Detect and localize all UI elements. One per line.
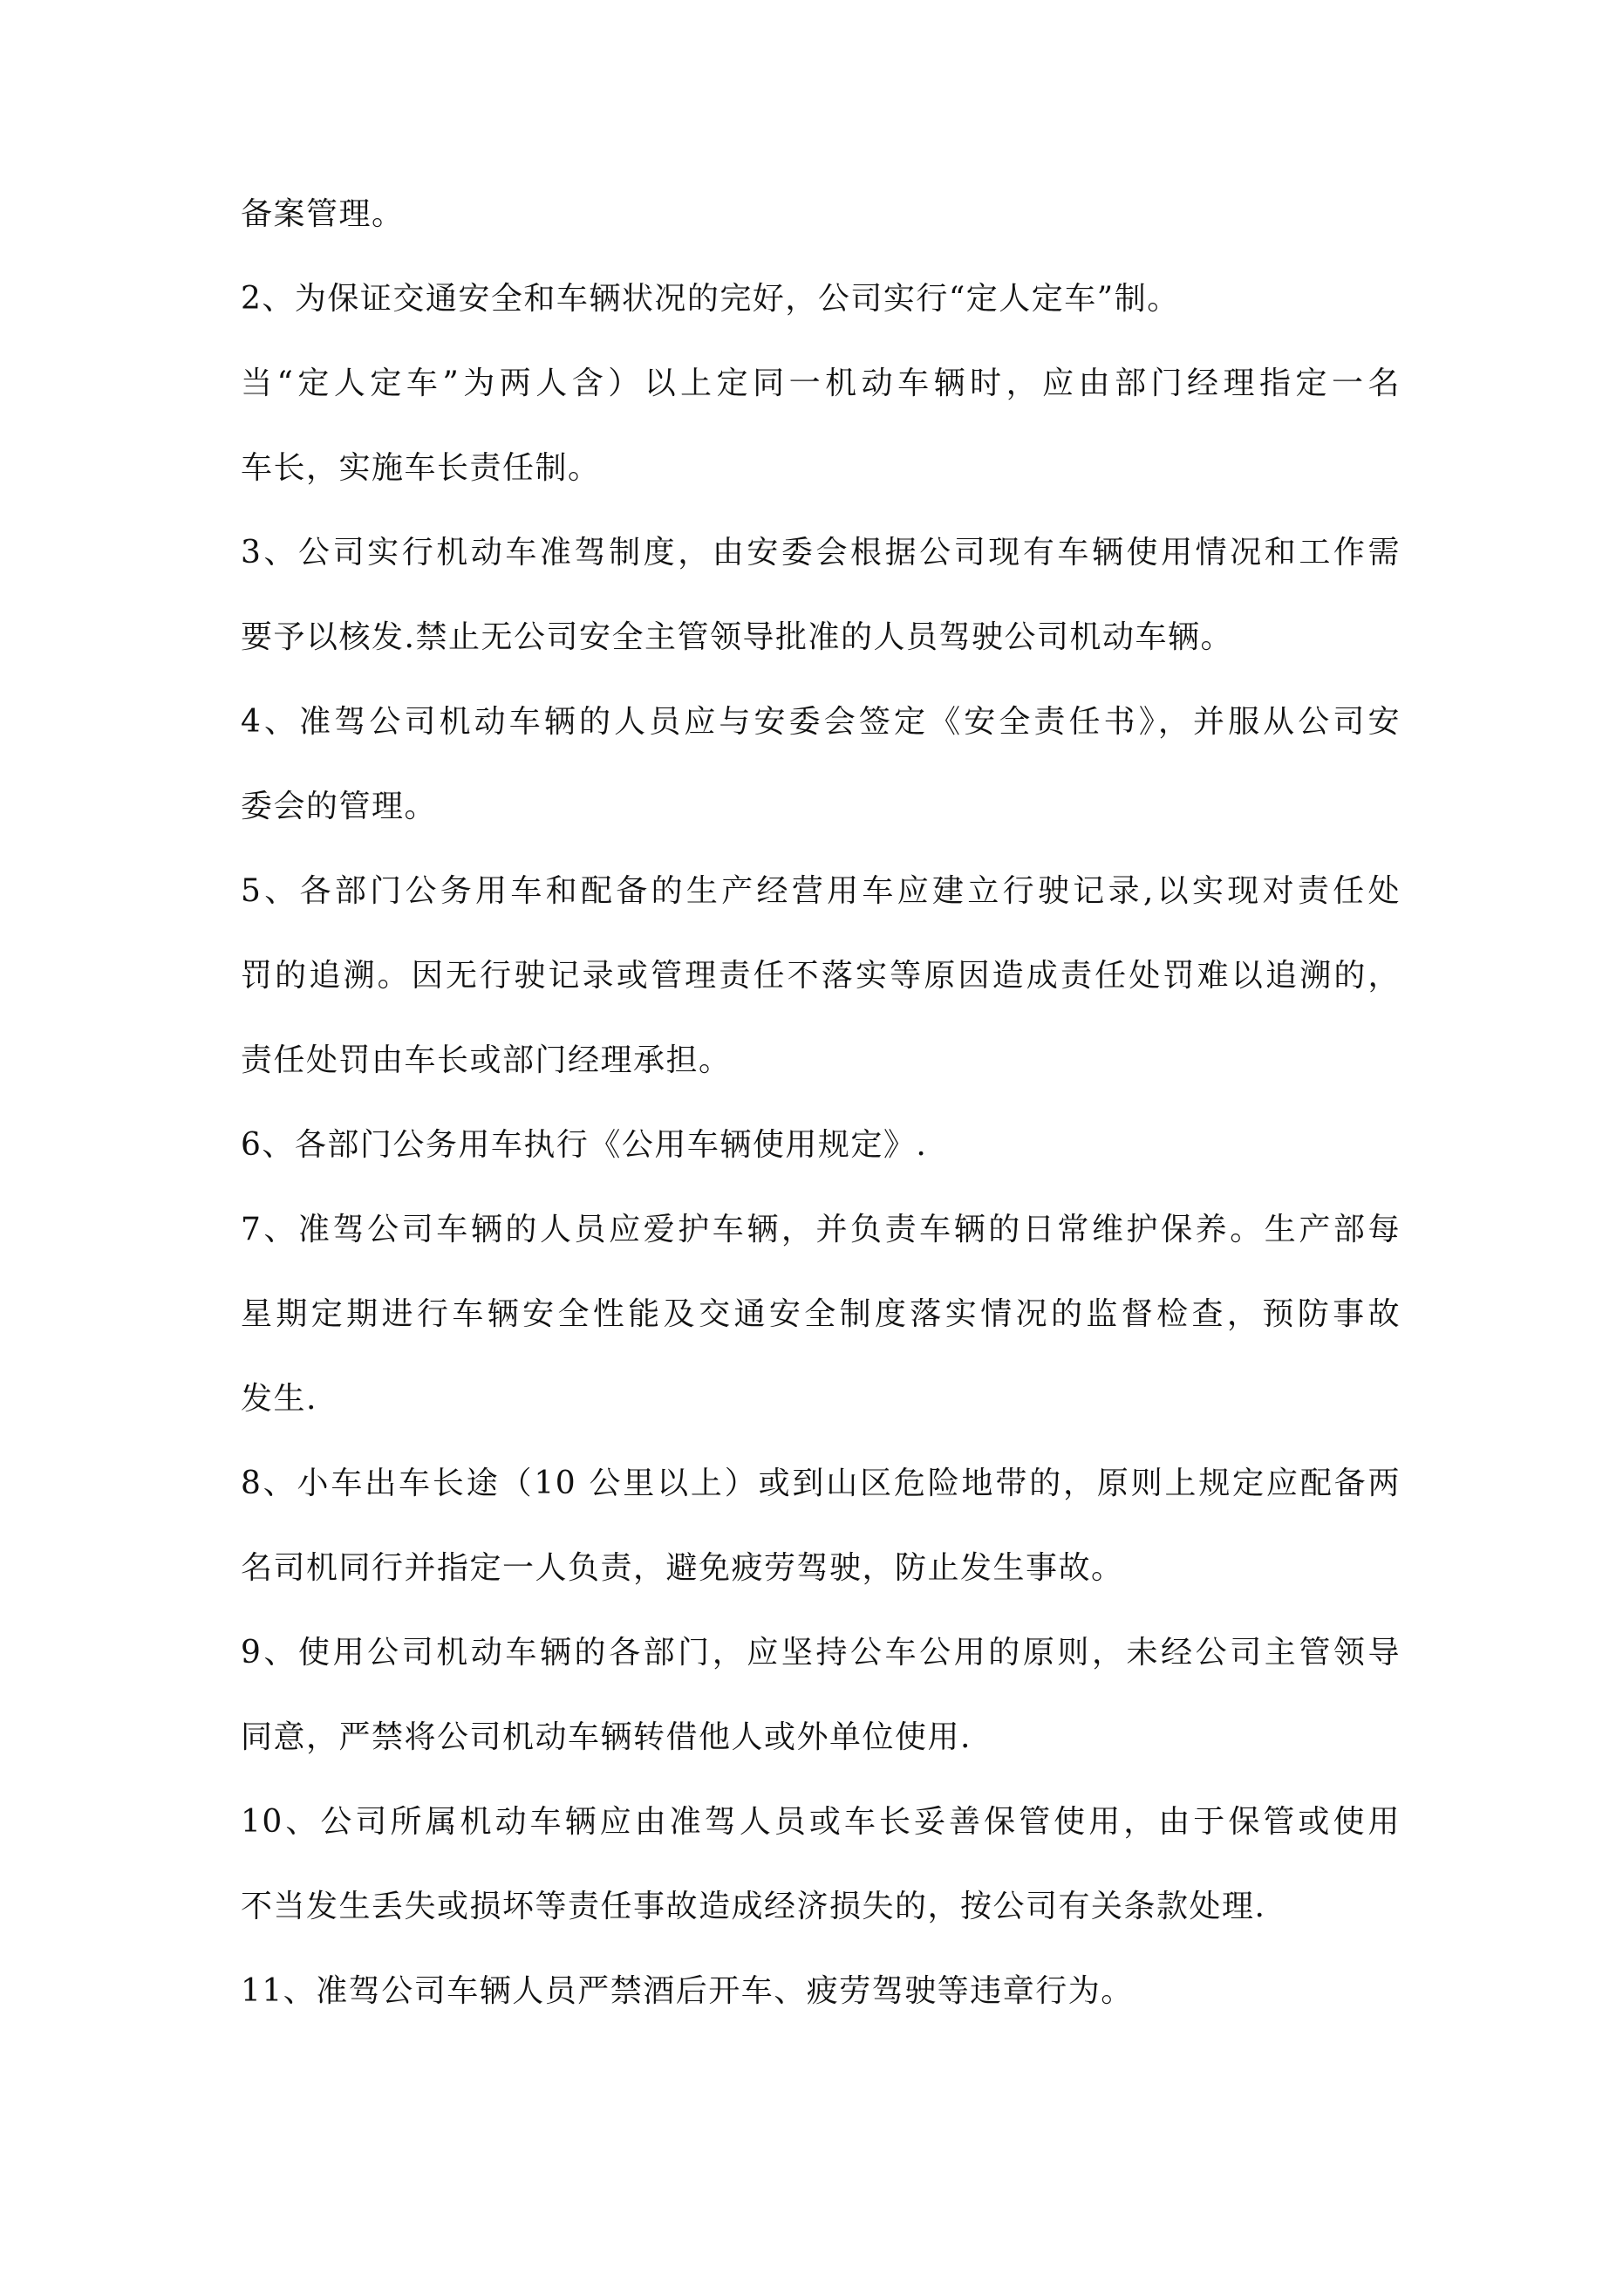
text-line: 同意，严禁将公司机动车辆转借他人或外单位使用. — [241, 1719, 972, 1755]
text-line: 10、公司所属机动车辆应由准驾人员或车长妥善保管使用，由于保管或使用 — [241, 1804, 1401, 1840]
text-line: 5、各部门公务用车和配备的生产经营用车应建立行驶记录,以实现对责任处 — [241, 873, 1401, 909]
text-line: 2、为保证交通安全和车辆状况的完好，公司实行“定人定车”制。 — [241, 281, 1180, 317]
text-line: 罚的追溯。因无行驶记录或管理责任不落实等原因造成责任处罚难以追溯的， — [241, 958, 1401, 994]
text-line: 车长，实施车长责任制。 — [241, 450, 601, 486]
text-line: 责任处罚由车长或部门经理承担。 — [241, 1042, 732, 1078]
text-line: 名司机同行并指定一人负责，避免疲劳驾驶，防止发生事故。 — [241, 1550, 1124, 1586]
text-line: 11、准驾公司车辆人员严禁酒后开车、疲劳驾驶等违章行为。 — [241, 1973, 1134, 2009]
text-line: 当“定人定车”为两人含）以上定同一机动车辆时，应由部门经理指定一名 — [241, 366, 1401, 401]
text-line: 要予以核发.禁止无公司安全主管领导批准的人员驾驶公司机动车辆。 — [241, 619, 1233, 655]
text-line: 备案管理。 — [241, 196, 405, 232]
text-line: 6、各部门公务用车执行《公用车辆使用规定》. — [241, 1127, 928, 1163]
text-line: 不当发生丢失或损坏等责任事故造成经济损失的，按公司有关条款处理. — [241, 1889, 1266, 1924]
text-line: 3、公司实行机动车准驾制度，由安委会根据公司现有车辆使用情况和工作需 — [241, 535, 1401, 571]
document-body — [241, 194, 1401, 2012]
text-line: 7、准驾公司车辆的人员应爱护车辆，并负责车辆的日常维护保养。生产部每 — [241, 1212, 1401, 1247]
text-line: 星期定期进行车辆安全性能及交通安全制度落实情况的监督检查，预防事故 — [241, 1296, 1401, 1332]
text-line: 发生. — [241, 1381, 317, 1417]
text-line: 8、小车出车长途（10 公里以上）或到山区危险地带的，原则上规定应配备两 — [241, 1466, 1401, 1501]
text-line: 4、准驾公司机动车辆的人员应与安委会签定《安全责任书》，并服从公司安 — [241, 704, 1401, 740]
text-line: 委会的管理。 — [241, 789, 438, 824]
text-line: 9、使用公司机动车辆的各部门，应坚持公车公用的原则，未经公司主管领导 — [241, 1635, 1401, 1671]
